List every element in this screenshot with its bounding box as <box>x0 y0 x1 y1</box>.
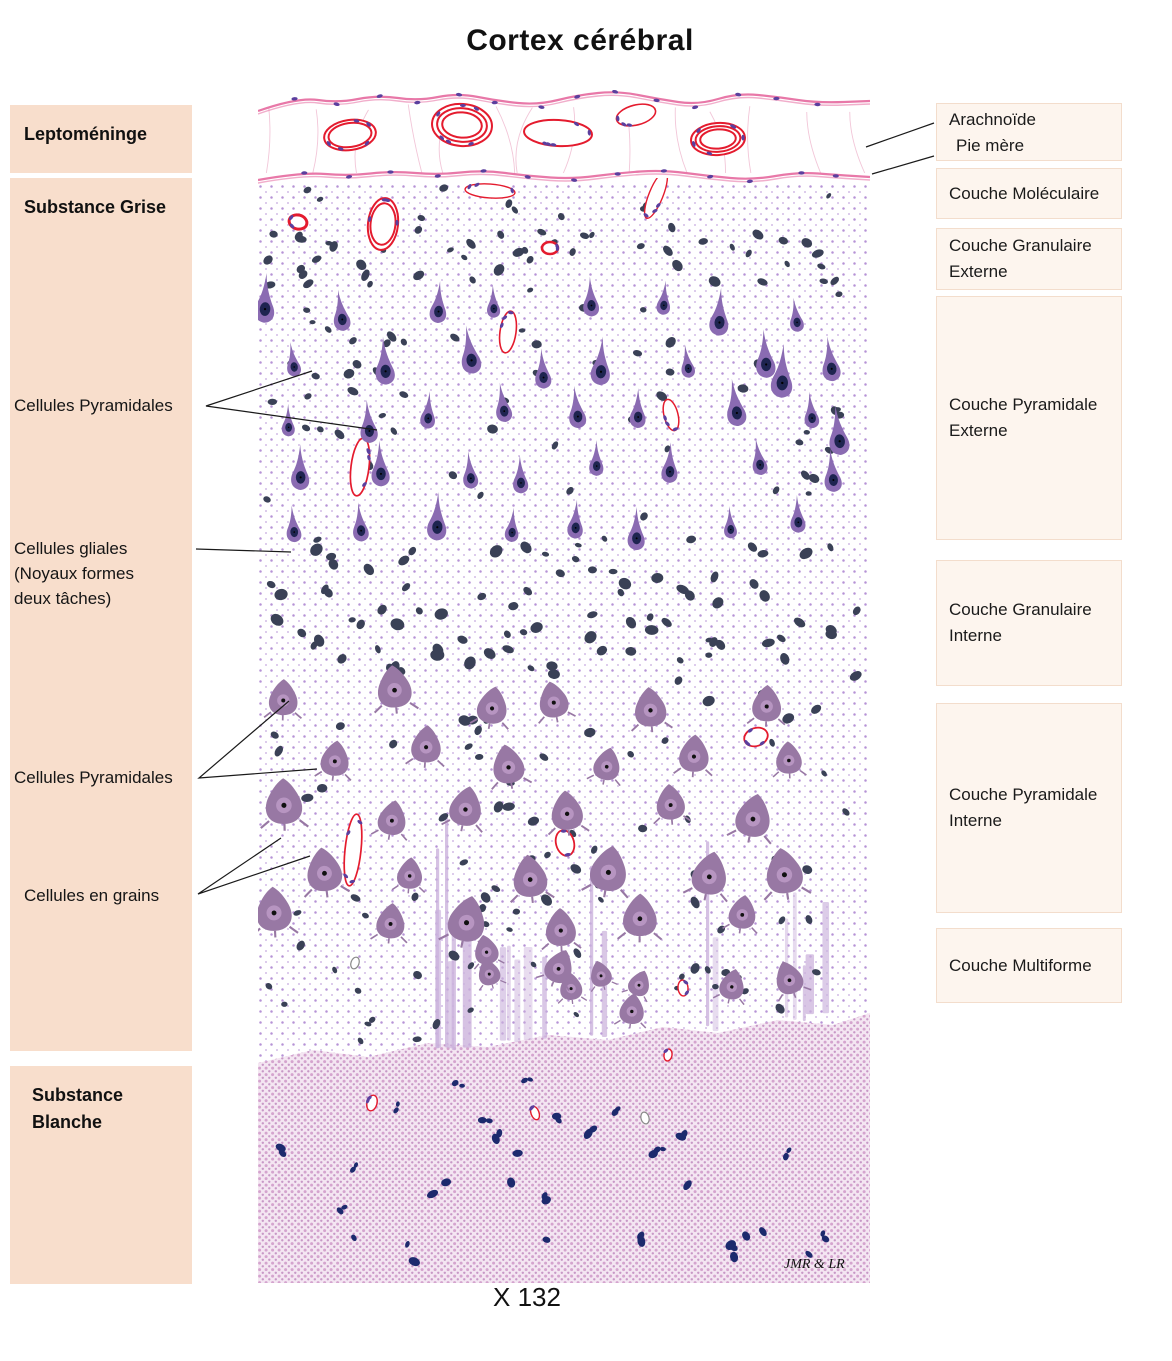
layer-label: Couche Pyramidale Interne <box>949 785 1098 830</box>
layer-label: Couche Granulaire Interne <box>949 600 1092 645</box>
annotation-cellules-en-grains: Cellules en grains <box>24 886 160 905</box>
layer-box-moleculaire <box>936 168 1122 219</box>
layer-label: Couche Pyramidale Externe <box>949 395 1098 440</box>
label-box-meninges <box>936 103 1122 161</box>
layer-box-granulaire-interne <box>936 560 1122 686</box>
credit-label: JMR & LR <box>784 1257 845 1272</box>
annotation-gliales-line1: Cellules gliales <box>14 539 128 558</box>
layer-box-pyramidale-externe <box>936 296 1122 540</box>
magnification-label: X 132 <box>493 1282 561 1312</box>
annotation-cellules-pyramidales-inf: Cellules Pyramidales <box>14 768 173 787</box>
label-box-substance-blanche <box>10 1066 192 1284</box>
layer-box-multiforme <box>936 928 1122 1003</box>
layer-box-pyramidale-interne <box>936 703 1122 913</box>
pie-mere-label: Pie mère <box>956 136 1025 155</box>
page-title: Cortex cérébral <box>466 24 694 57</box>
annotation-cellules-gliales <box>14 536 134 611</box>
layer-label: Couche Multiforme <box>949 955 1092 975</box>
layer-label: Couche Granulaire Externe <box>949 236 1092 281</box>
leptomeninge-label: Leptoméninge <box>24 124 148 144</box>
arachnoide-label: Arachnoïde <box>949 110 1036 129</box>
layer-box-granulaire-externe <box>936 228 1122 290</box>
label-box-leptomeninge <box>10 105 192 173</box>
label-box-substance-grise <box>10 178 192 1051</box>
substance-grise-label: Substance Grise <box>24 197 167 217</box>
annotation-gliales-line3: deux tâches) <box>14 589 112 608</box>
substance-blanche-label: Substance Blanche <box>32 1085 124 1132</box>
histology-illustration <box>258 85 870 1285</box>
annotation-gliales-line2: (Noyaux formes <box>14 564 134 583</box>
leader-arachnoide <box>866 123 934 147</box>
annotation-cellules-pyramidales-sup: Cellules Pyramidales <box>14 396 173 415</box>
leader-pie-mere <box>872 156 934 174</box>
layer-label: Couche Moléculaire <box>949 183 1100 203</box>
